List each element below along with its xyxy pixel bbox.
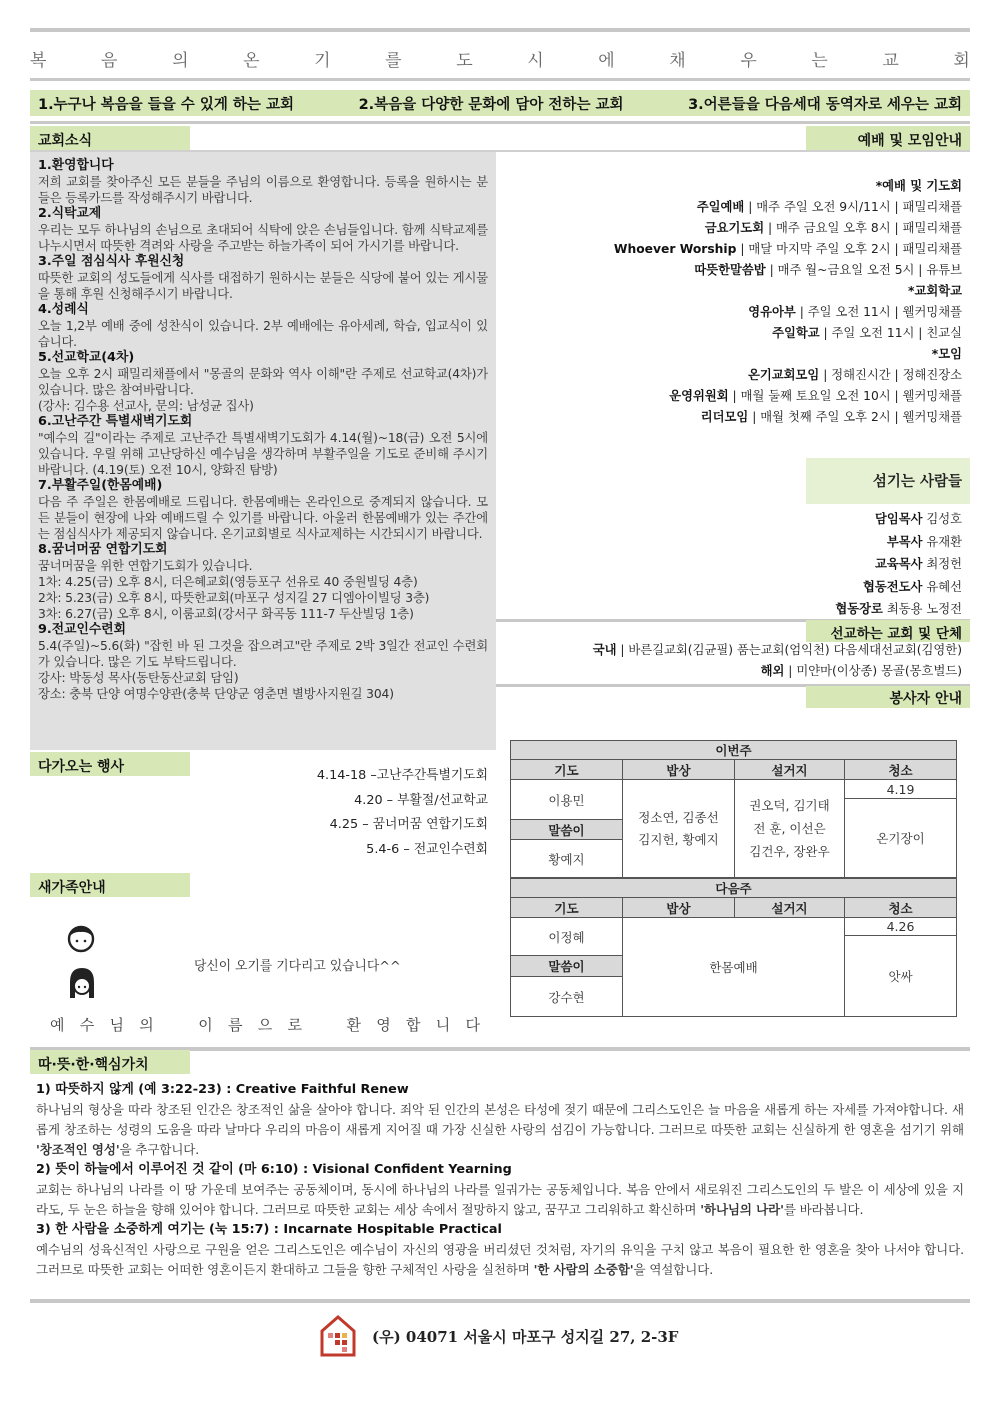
worship-name: Whoever Worship (613, 242, 737, 256)
prayer-name: 이용민 (511, 780, 623, 820)
motto-char: 우 (740, 51, 757, 71)
motto-char: 도 (456, 51, 473, 71)
events-header: 다가오는 행사 (30, 752, 190, 776)
col-clean: 청소 (845, 898, 957, 918)
servant-name: 김성호 (922, 512, 962, 526)
worship-group-heading (506, 344, 962, 365)
news-item-body: 오늘 오후 2시 패밀리채플에서 "몽골의 문화와 역사 이해"란 주제로 선교학교(4차)가 있습니다. 많은 참여바랍니다. (38, 367, 488, 397)
mission-row (506, 640, 962, 661)
servant-row (506, 531, 962, 554)
vision-bar (30, 90, 970, 116)
motto-char: 를 (385, 51, 402, 71)
worship-detail: | 주일 오전 11시 | 친교실 (819, 326, 962, 340)
news-item-title: 4.성례식 (38, 302, 89, 317)
family-message: 당신이 오기를 기다리고 있습니다^^ (194, 959, 401, 974)
servant-role: 교육목사 (874, 557, 923, 571)
value-body-emphasis: '창조적인 영성' (36, 1142, 120, 1157)
values-header: 따·뜻·한·핵심가치 (30, 1050, 190, 1074)
news-item-title: 1.환영합니다 (38, 158, 114, 173)
motto-char: 의 (172, 51, 189, 71)
value-body (36, 1100, 964, 1160)
worship-row (506, 218, 962, 239)
motto-char: 온 (243, 51, 260, 71)
welcome-char: 로 (287, 1016, 302, 1034)
clean-team: 앗싸 (845, 936, 957, 1017)
value-body (36, 1240, 964, 1280)
col-meal: 밥상 (623, 760, 735, 780)
word-label: 말씀이 (511, 956, 623, 977)
value-body (36, 1180, 964, 1220)
col-dish: 설거지 (735, 898, 845, 918)
value-title: 2) 뜻이 하늘에서 이루어진 것 같이 (마 6:10) : Visional Confident Yearning (36, 1162, 512, 1177)
mission-row (506, 661, 962, 682)
worship-row (506, 386, 962, 407)
value-body-text: 교회는 하나님의 나라를 이 땅 가운데 보여주는 공동체이며, 동시에 하나님의 나라를 일궈가는 공동체입니다. 복음 안에서 새로워진 그리스도인의 두 발은 이 세상에 있을 지라도, 두 눈은 하늘을 향해 있어야 합니다. 그러므로 따뜻한 교회는 세상 속에서 절망하지 않고, 꿈꾸고 그리워하고 확신하며 (36, 1182, 964, 1217)
col-prayer: 기도 (511, 760, 623, 780)
news-item-body: 오늘 1,2부 예배 중에 성찬식이 있습니다. 2부 예배에는 유아세례, 학습, 입교식이 있습니다. (38, 319, 488, 349)
value-body-end: 를 바라봅니다. (783, 1202, 864, 1217)
volunteer-header: 봉사자 안내 (806, 686, 970, 708)
dish-names: 권오덕, 김기태 전 훈, 이선은 김건우, 장완우 (735, 780, 845, 878)
value-body-emphasis: '한 사람의 소중함' (533, 1262, 634, 1277)
news-header: 교회소식 (30, 126, 190, 150)
word-label: 말씀이 (511, 820, 623, 840)
motto-char: 복 (30, 51, 47, 71)
value-body-text: 하나님의 형상을 따라 창조된 인간은 창조적인 삶을 살아야 합니다. 죄악 된 인간의 본성은 타성에 젖기 때문에 그리스도인은 늘 마음을 새롭게 하는 자세를 가져야합니다. 새롭게 창조하는 성령의 도움을 따라 날마다 우리의 마음이 새롭게 지어질 때 가장 신실한 사랑의 섬김이 가능합니다. 그러므로 따뜻한 교회는 신실하게 한 영혼을 섬기기 위해 (36, 1102, 964, 1137)
worship-name: 따뜻한말씀밥 (694, 263, 766, 277)
servant-role: 부목사 (886, 534, 923, 549)
word-name: 강수현 (511, 977, 623, 1017)
vision-item: 2.복음을 다양한 문화에 담아 전하는 교회 (358, 96, 624, 113)
col-meal: 밥상 (623, 898, 735, 918)
value-title: 1) 따뜻하지 않게 (예 3:22-23) : Creative Faithful Renew (36, 1082, 409, 1097)
col-clean: 청소 (845, 760, 957, 780)
welcome-char: 으 (257, 1016, 273, 1034)
welcome-char: 예 (50, 1016, 65, 1034)
event-item: 4.20 – 부활절/선교학교 (354, 792, 488, 808)
servant-name: 유재환 (922, 534, 962, 549)
meal-names: 한몸예배 (623, 918, 845, 1017)
worship-name: 주일예배 (696, 200, 745, 214)
worship-name: 리더모임 (700, 410, 749, 424)
servant-role: 협동전도사 (863, 579, 923, 594)
news-item-body: 꿈너머꿈을 위한 연합기도회가 있습니다. (38, 559, 253, 573)
clean-date: 4.26 (845, 918, 957, 936)
worship-detail: | 매달 마지막 주일 오후 2시 | 패밀리채플 (736, 242, 962, 256)
servants-header: 섬기는 사람들 (806, 458, 970, 504)
news-item-body: (강사: 김수용 선교사, 문의: 남성균 집사) (38, 399, 254, 413)
motto-char: 는 (811, 51, 828, 71)
welcome-char: 니 (435, 1016, 451, 1034)
value-body-text: 예수님의 성육신적인 사랑으로 구원을 얻은 그리스도인은 예수님이 자신의 영광을 버리셨던 것처럼, 자기의 유익을 구치 않고 복음이 필요한 한 영혼을 찾아 나서야 합니다. 그러므로 따뜻한 교회는 어떠한 영혼이든지 환대하고 그들을 향한 구체적인 사랑을 실천하며 (36, 1242, 964, 1277)
motto-char: 시 (527, 51, 544, 71)
col-dish: 설거지 (735, 760, 845, 780)
worship-group-heading-text: *교회학교 (908, 284, 962, 298)
motto (30, 46, 970, 71)
servant-name: 최동용 노정전 (882, 602, 962, 616)
events-list (200, 764, 488, 862)
worship-detail: | 매주 월~금요일 오전 5시 | 유튜브 (765, 263, 962, 277)
motto-char: 에 (598, 51, 615, 71)
value-body-emphasis: '하나님의 나라' (700, 1202, 784, 1217)
vision-item: 1.누구나 복음을 들을 수 있게 하는 교회 (38, 96, 294, 113)
welcome-char: 수 (79, 1016, 95, 1034)
worship-group-heading (506, 176, 962, 197)
news-item-title: 3.주일 점심식사 후원신청 (38, 254, 185, 269)
motto-char: 채 (669, 51, 686, 71)
welcome-char (317, 1014, 331, 1035)
news-item-body: 저희 교회를 찾아주신 모든 분들을 주님의 이름으로 환영합니다. 등록을 원하시는 분들은 등록카드를 작성해주시기 바랍니다. (38, 175, 488, 205)
welcome-char: 합 (406, 1016, 421, 1034)
family-header: 새가족안내 (30, 873, 190, 897)
welcome-char: 님 (109, 1016, 124, 1034)
news-item-title: 8.꿈너머꿈 연합기도회 (38, 542, 168, 557)
word-name: 황예지 (511, 840, 623, 878)
mission-list (506, 640, 962, 682)
bottom-rule (30, 1299, 970, 1303)
worship-detail: | 주일 오전 11시 | 웰커밍채플 (795, 305, 962, 319)
top-rule (30, 28, 970, 32)
worship-name: 금요기도회 (704, 221, 765, 235)
event-item: 5.4-6 – 전교인수련회 (366, 841, 488, 857)
welcome-char: 환 (346, 1016, 361, 1034)
col-prayer: 기도 (511, 898, 623, 918)
news-item-title: 6.고난주간 특별새벽기도회 (38, 414, 193, 429)
welcome-char: 의 (139, 1016, 154, 1034)
news-item-body: 2차: 5.23(금) 오후 8시, 따뜻한교회(마포구 성지길 27 디엠아이빌딩 3층) (38, 591, 430, 605)
worship-group-heading-text: *예배 및 기도회 (875, 179, 962, 193)
worship-group-heading (506, 281, 962, 302)
meal-names: 정소연, 김종선 김지헌, 황예지 (623, 780, 735, 878)
values-text (36, 1080, 964, 1280)
servant-row (506, 576, 962, 599)
news-item-body: 1차: 4.25(금) 오후 8시, 더은혜교회(영등포구 선유로 40 중원빌딩 4층) (38, 575, 418, 589)
servant-role: 협동장로 (835, 602, 883, 616)
news-item-title: 9.전교인수련회 (38, 622, 126, 637)
servants-list (506, 508, 962, 621)
worship-row (506, 260, 962, 281)
worship-group-heading-text: *모임 (931, 347, 962, 361)
worship-row (506, 365, 962, 386)
welcome-char: 영 (376, 1016, 391, 1034)
worship-name: 주일학교 (772, 326, 820, 340)
news-item-title: 7.부활주일(한몸예배) (38, 478, 163, 493)
event-item: 4.14-18 –고난주간특별기도회 (316, 768, 488, 783)
worship-row (506, 407, 962, 428)
mission-header: 선교하는 교회 및 단체 (806, 620, 970, 642)
worship-detail: | 매월 둘째 토요일 오전 10시 | 웰커밍채플 (728, 389, 962, 403)
worship-row (506, 197, 962, 218)
servant-row (506, 508, 962, 531)
worship-name: 영유아부 (748, 305, 796, 319)
news-item-body: 5.4(주일)~5.6(화) "잡힌 바 된 그것을 잡으려고"란 주제로 2박 3일간 전교인 수련회가 있습니다. 많은 기도 부탁드립니다. (38, 639, 488, 669)
news-item-body: 다음 주 주일은 한몸예배로 드립니다. 한몸예배는 온라인으로 중계되지 않습니다. 모든 분들이 현장에 나와 예배드릴 수 있기를 바랍니다. 아울러 한몸예배가 있는 주간에는 점심식사가 제공되지 않습니다. 온기교회별로 식사교제하는 시간되시기 바랍니다. (38, 495, 488, 541)
news-item-title: 2.식탁교제 (38, 206, 102, 221)
motto-rule (30, 78, 970, 81)
footer-address: (우) 04071 서울시 마포구 성지길 27, 2-3F (372, 1327, 679, 1346)
mission-detail: | 바른길교회(김균필) 품는교회(엄익천) 다음세대선교회(김영한) (616, 643, 962, 657)
servant-role: 담임목사 (874, 512, 923, 526)
motto-char: 음 (101, 51, 118, 71)
welcome-char: 이 (198, 1016, 213, 1034)
footer (318, 1312, 718, 1360)
worship-detail: | 매주 주일 오전 9시/11시 | 패밀리채플 (744, 200, 962, 214)
servant-row (506, 598, 962, 621)
worship-detail: | 정해진시간 | 정해진장소 (819, 368, 962, 382)
worship-row (506, 239, 962, 260)
motto-char: 기 (314, 51, 331, 71)
news-panel (30, 152, 496, 750)
this-week-title: 이번주 (511, 741, 957, 760)
welcome-line (50, 1014, 480, 1035)
man-icon (66, 922, 96, 954)
prayer-name: 이정혜 (511, 918, 623, 956)
welcome-char: 다 (465, 1016, 480, 1034)
news-item-body: 따뜻한 교회의 성도들에게 식사를 대접하기 원하시는 분들은 식당에 붙어 있는 게시물을 통해 후원 신청해주시기 바랍니다. (38, 271, 488, 301)
news-item-body: 3차: 6.27(금) 오후 8시, 이룸교회(강서구 화곡동 111-7 두산빌딩 1층) (38, 607, 414, 621)
worship-detail: | 매월 첫째 주일 오후 2시 | 웰커밍채플 (748, 410, 962, 424)
church-logo-icon (318, 1313, 358, 1359)
motto-char: 교 (882, 51, 899, 71)
news-item-title: 5.선교학교(4차) (38, 350, 135, 365)
vision-rule (30, 121, 970, 124)
worship-row (506, 323, 962, 344)
welcome-char (169, 1014, 183, 1035)
servant-name: 최정헌 (922, 557, 962, 571)
mission-detail: | 미얀마(이상종) 몽골(몽흐벌드) (784, 664, 962, 678)
worship-name: 온기교회모임 (748, 368, 820, 382)
woman-icon (66, 966, 98, 1002)
value-title: 3) 한 사람을 소중하게 여기는 (눅 15:7) : Incarnate Hospitable Practical (36, 1222, 502, 1237)
mission-label: 해외 (760, 664, 785, 678)
news-item-body: "예수의 길"이라는 주제로 고난주간 특별새벽기도회가 4.14(월)~18(금) 오전 5시에 있습니다. 우릴 위해 고난당하신 예수님을 생각하며 부활주일을 기도로 준비해 주시기 바랍니다. (4.19(토) 오전 10시, 양화진 탐방) (38, 431, 488, 477)
servant-name: 유혜선 (922, 579, 962, 594)
volunteer-table-next-week (510, 878, 957, 1017)
news-item-body: 강사: 박동성 목사(동탄동산교회 담임) (38, 671, 239, 685)
worship-list (506, 176, 962, 428)
clean-team: 온기장이 (845, 799, 957, 878)
news-item-body: 우리는 모두 하나님의 손님으로 초대되어 식탁에 앉은 손님들입니다. 함께 식탁교제를 나누시면서 따뜻한 격려와 사랑을 주고받는 하늘가족이 되어 가시기를 바랍니다. (38, 223, 488, 253)
worship-row (506, 302, 962, 323)
worship-detail: | 매주 금요일 오후 8시 | 패밀리채플 (764, 221, 962, 235)
worship-name: 운영위원회 (669, 389, 729, 403)
motto-char: 회 (953, 51, 970, 71)
worship-header: 예배 및 모임안내 (806, 126, 970, 150)
value-body-end: 을 역설합니다. (633, 1262, 714, 1277)
vision-item: 3.어른들을 다음세대 동역자로 세우는 교회 (688, 96, 962, 113)
clean-date: 4.19 (845, 780, 957, 799)
news-item-body: 장소: 충북 단양 여명수양관(충북 단양군 영춘면 별방사지원길 304) (38, 687, 394, 701)
next-week-title: 다음주 (511, 879, 957, 898)
volunteer-table-this-week (510, 740, 957, 878)
welcome-char: 름 (228, 1016, 243, 1034)
event-item: 4.25 – 꿈너머꿈 연합기도회 (329, 817, 488, 832)
mission-label: 국내 (592, 643, 617, 657)
value-body-end: 을 추구합니다. (119, 1142, 200, 1157)
servant-row (506, 553, 962, 576)
